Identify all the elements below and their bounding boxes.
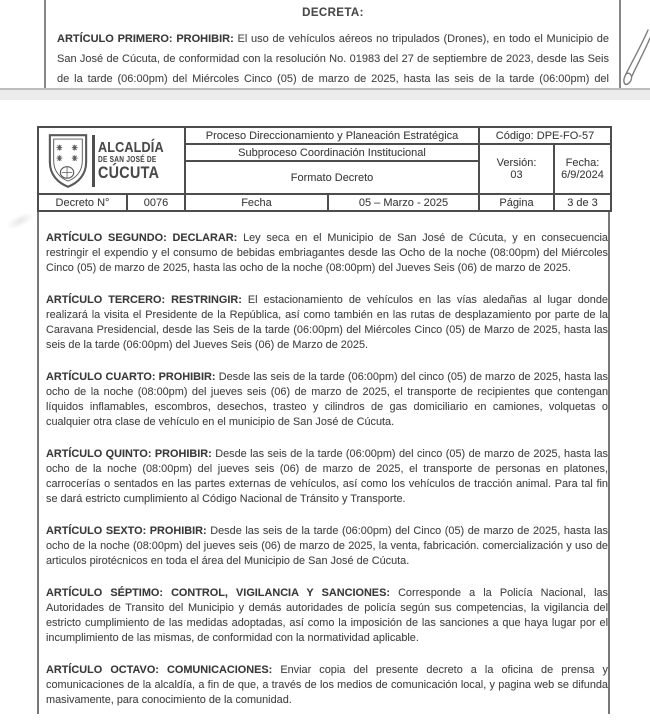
header-date-cell [554, 144, 611, 194]
article-paragraph [46, 231, 608, 276]
article-paragraph [46, 447, 608, 507]
org-name-line1: ALCALDÍA [97, 139, 164, 156]
page-previous-partial [0, 0, 650, 88]
article-text: Enviar copia del presente decreto a la oficina de prensa y comunicaciones de la alcaldía, a fin de que, a través de los medios de comunicación local, y pagina web se difunda masivamente, para conocimiento de la comunidad. [46, 664, 609, 706]
article-paragraph [46, 663, 608, 708]
org-name-line3: CÚCUTA [97, 163, 160, 182]
decree-date-label-cell: Fecha [185, 194, 328, 211]
logo-cell [38, 127, 185, 194]
scan-smudge [4, 209, 36, 233]
article-paragraph [46, 293, 608, 353]
process-cell: Proceso Direccionamiento y Planeación Estratégica [185, 127, 479, 144]
article-primero-text: El uso de vehículos aéreos no tripulados (Drones), en todo el Municipio de San José de Cúcuta, de conformidad con la resolución No. 01983 del 27 de septiembre de 2023, desde las Seis de la tarde (06:00pm) del Miércoles Cinco (05) de marzo de 2025, hasta las seis de la tarde (06:00pm) del [57, 33, 609, 85]
article-paragraph [46, 586, 608, 646]
decree-number-value-cell: 0076 [127, 194, 185, 211]
article-primero-label: ARTÍCULO PRIMERO: PROHIBIR: [57, 33, 234, 45]
page-value-cell: 3 de 3 [554, 194, 611, 211]
article-text: El estacionamiento de vehículos en las vías aledañas al lugar donde realizará la visita el Presidente de la República, así como también en las rutas de desplazamiento por parte de la Caravana Presidencial, desde las Seis de la tarde (06:00pm) del Miércoles Cinco (05) de Marzo de 2025, hasta las seis de la tarde (06:00pm) del Jueves Seis (06) de Marzo de 2025. [46, 294, 608, 351]
page-border-right [608, 126, 610, 714]
pen-doodle-icon [612, 28, 650, 88]
logo-divider [92, 135, 95, 187]
code-cell: Código: DPE-FO-57 [479, 127, 611, 144]
article-paragraph [46, 370, 608, 430]
article-label: ARTÍCULO SEXTO: PROHIBIR: [46, 525, 207, 537]
version-label: Versión: [496, 157, 537, 169]
article-label: ARTÍCULO TERCERO: RESTRINGIR: [46, 294, 242, 306]
page-label-cell: Página [479, 194, 554, 211]
article-label: ARTÍCULO QUINTO: PROHIBIR: [46, 448, 212, 460]
decree-number-label-cell: Decreto N° [38, 194, 127, 211]
header-date-label: Fecha: [565, 157, 600, 169]
subprocess-cell: Subproceso Coordinación Institucional [185, 144, 479, 161]
article-text: Desde las seis de la tarde (06:00pm) del cinco (05) de marzo de 2025, hasta las ocho de la noche (08:00pm) del jueves seis (06) de marzo de 2025, el transporte de personas en platones, carrocerías o sentados en las partes externas de vehículos, así como los vehículos de tracción animal. Para tal fin se dará estricto cumplimiento al Código Nacional de Tránsito y Transporte. [46, 448, 608, 505]
article-label: ARTÍCULO SEGUNDO: DECLARAR: [46, 232, 238, 244]
page-border-left [44, 0, 46, 88]
page-gap [0, 90, 650, 100]
header-date-value: 6/9/2024 [561, 169, 604, 181]
decreta-heading: DECRETA: [302, 7, 364, 19]
article-paragraph [46, 524, 608, 569]
page-border-left [37, 126, 39, 714]
org-name-line2: DE SAN JOSÉ DE [97, 155, 157, 164]
article-label: ARTÍCULO SÉPTIMO: CONTROL, VIGILANCIA Y SANCIONES: [46, 587, 390, 599]
article-label: ARTÍCULO OCTAVO: COMUNICACIONES: [46, 664, 273, 676]
article-text: Ley seca en el Municipio de San José de Cúcuta, y en consecuencia restringir el expendio y el consumo de bebidas embriagantes desde las Ocho de la noche (08:00pm) del Miércoles Cinco (05) de marzo de 2025, hasta las ocho de la noche (08:00pm) del Jueves Seis (06) de marzo de 2025. [46, 232, 608, 274]
decree-date-value-cell: 05 – Marzo - 2025 [328, 194, 479, 211]
city-crest-icon [47, 133, 89, 189]
article-text: Corresponde a la Policía Nacional, las Autoridades de Transito del Municipio y demás autoridades de policía según sus competencias, la vigilancia del estricto cumplimiento de las medidas adoptadas, así como la imposición de las sanciones a que haya lugar por el incumplimiento de las mismas, de conformidad con la normatividad aplicable. [46, 587, 608, 644]
format-cell: Formato Decreto [185, 161, 479, 194]
article-text: Desde las seis de la tarde (06:00pm) del cinco (05) de marzo de 2025, hasta las ocho de la noche (08:00pm) del jueves seis (06) de marzo de 2025, el transporte de recipientes que contengan líquidos inflamables, escombros, desechos, trasteo y cilindros de gas domiciliario en camiones, volquetas o cualquier otra clase de vehículo en el municipio de San José de Cúcuta. [46, 371, 608, 428]
page-current [0, 100, 650, 714]
version-value: 03 [510, 169, 523, 181]
decree-body [46, 231, 608, 725]
decree-header-table [37, 126, 612, 212]
article-text: Desde las seis de la tarde (06:00pm) del Cinco (05) de marzo de 2025, hasta las ocho de la noche (08:00pm) del jueves seis (06) de marzo de 2025, la venta, fabricación. comercialización y uso de articulos pirotécnicos en toda el área del Municipio de San José de Cúcuta. [46, 525, 609, 567]
org-name [98, 140, 164, 181]
version-cell [479, 144, 554, 194]
article-label: ARTÍCULO CUARTO: PROHIBIR: [46, 371, 216, 383]
